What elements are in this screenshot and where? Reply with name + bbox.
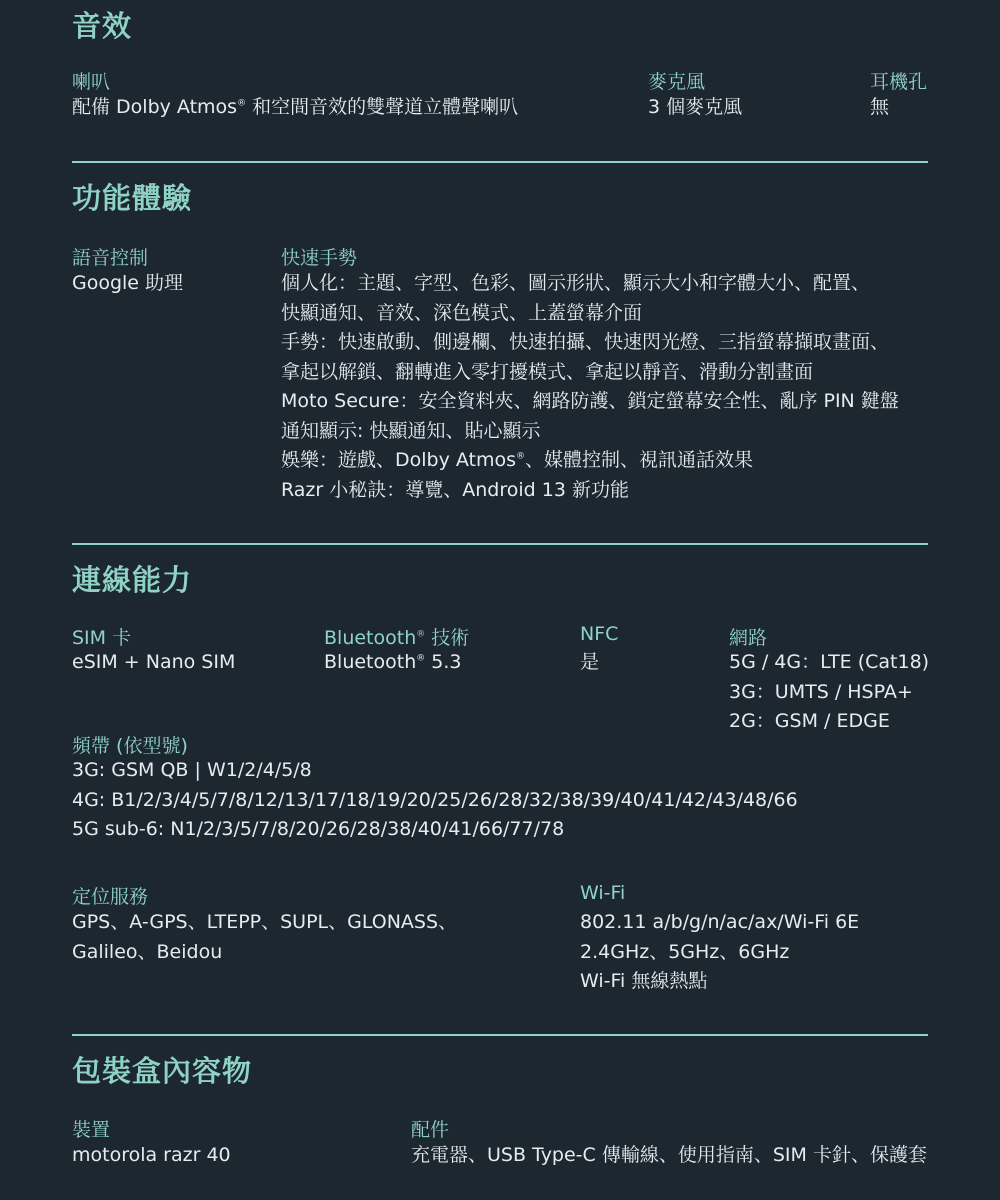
location-line: GPS、A-GPS、LTEPP、SUPL、GLONASS、 bbox=[72, 911, 458, 933]
network-line: 2G：GSM / EDGE bbox=[729, 710, 890, 732]
voice-control-value: Google 助理 bbox=[72, 272, 184, 294]
gesture-line: 個人化：主題、字型、色彩、圖示形狀、顯示大小和字體大小、配置、 bbox=[281, 272, 871, 294]
divider bbox=[72, 1034, 928, 1036]
sim-value: eSIM + Nano SIM bbox=[72, 651, 236, 673]
divider bbox=[72, 543, 928, 545]
voice-control-label: 語音控制 bbox=[72, 247, 149, 269]
gesture-line: 通知顯示: 快顯通知、貼心顯示 bbox=[281, 419, 541, 442]
accessories-label: 配件 bbox=[411, 1119, 450, 1141]
location-label: 定位服務 bbox=[72, 886, 149, 908]
bands-list bbox=[72, 756, 798, 845]
headphone-jack-label: 耳機孔 bbox=[870, 71, 928, 93]
bluetooth-value: Bluetooth® 5.3 bbox=[324, 651, 462, 673]
device-value: motorola razr 40 bbox=[72, 1144, 231, 1166]
speaker-value: 配備 Dolby Atmos® 和空間音效的雙聲道立體聲喇叭 bbox=[72, 96, 519, 118]
network-line: 3G：UMTS / HSPA+ bbox=[729, 680, 913, 703]
location-list bbox=[72, 908, 457, 967]
quick-gestures-label: 快速手勢 bbox=[281, 247, 358, 269]
network-list bbox=[729, 648, 929, 737]
nfc-value: 是 bbox=[580, 651, 600, 673]
gesture-line: Moto Secure：安全資料夾、網路防護、鎖定螢幕安全性、亂序 PIN 鍵盤 bbox=[281, 390, 899, 412]
accessories-value: 充電器、USB Type-C 傳輸線、使用指南、SIM 卡針、保護套 bbox=[411, 1144, 927, 1166]
band-line: 4G: B1/2/3/4/5/7/8/12/13/17/18/19/20/25/26/28/32/38/39/40/41/42/43/48/66 bbox=[72, 788, 798, 811]
entertainment-line: 娛樂：遊戲、Dolby Atmos®、媒體控制、視訊通話效果 bbox=[281, 449, 754, 471]
band-line: 5G sub-6: N1/2/3/5/7/8/20/26/28/38/40/41/66/77/78 bbox=[72, 818, 565, 840]
gesture-line: 手勢：快速啟動、側邊欄、快速拍攝、快速閃光燈、三指螢幕擷取畫面、 bbox=[281, 331, 890, 353]
quick-gestures-list bbox=[281, 269, 899, 505]
mic-label: 麥克風 bbox=[648, 71, 706, 93]
mic-value: 3 個麥克風 bbox=[648, 96, 743, 118]
razr-tips-line: Razr 小秘訣：導覽、Android 13 新功能 bbox=[281, 478, 629, 501]
network-label: 網路 bbox=[729, 627, 768, 649]
bluetooth-label: Bluetooth® 技術 bbox=[324, 627, 470, 649]
device-label: 裝置 bbox=[72, 1119, 111, 1141]
gesture-line: 快顯通知、音效、深色模式、上蓋螢幕介面 bbox=[281, 301, 643, 324]
wifi-line: Wi-Fi 無線熱點 bbox=[580, 970, 708, 992]
box-contents-section-title: 包裝盒內容物 bbox=[72, 1054, 253, 1088]
connectivity-section-title: 連線能力 bbox=[72, 563, 193, 597]
features-section-title: 功能體驗 bbox=[72, 181, 193, 215]
audio-section-title: 音效 bbox=[72, 9, 133, 43]
divider bbox=[72, 161, 928, 163]
bands-label: 頻帶 (依型號) bbox=[72, 735, 188, 757]
wifi-label: Wi-Fi bbox=[580, 882, 626, 904]
gesture-line: 拿起以解鎖、翻轉進入零打擾模式、拿起以靜音、滑動分割畫面 bbox=[281, 360, 814, 383]
nfc-label: NFC bbox=[580, 623, 619, 645]
network-line: 5G / 4G：LTE (Cat18) bbox=[729, 651, 930, 673]
wifi-list bbox=[580, 908, 859, 997]
wifi-line: 802.11 a/b/g/n/ac/ax/Wi-Fi 6E bbox=[580, 911, 860, 933]
wifi-line: 2.4GHz、5GHz、6GHz bbox=[580, 940, 790, 963]
speaker-label: 喇叭 bbox=[72, 71, 111, 93]
headphone-jack-value: 無 bbox=[870, 96, 890, 118]
band-line: 3G: GSM QB | W1/2/4/5/8 bbox=[72, 759, 312, 781]
location-line: Galileo、Beidou bbox=[72, 940, 223, 963]
sim-label: SIM 卡 bbox=[72, 627, 132, 649]
